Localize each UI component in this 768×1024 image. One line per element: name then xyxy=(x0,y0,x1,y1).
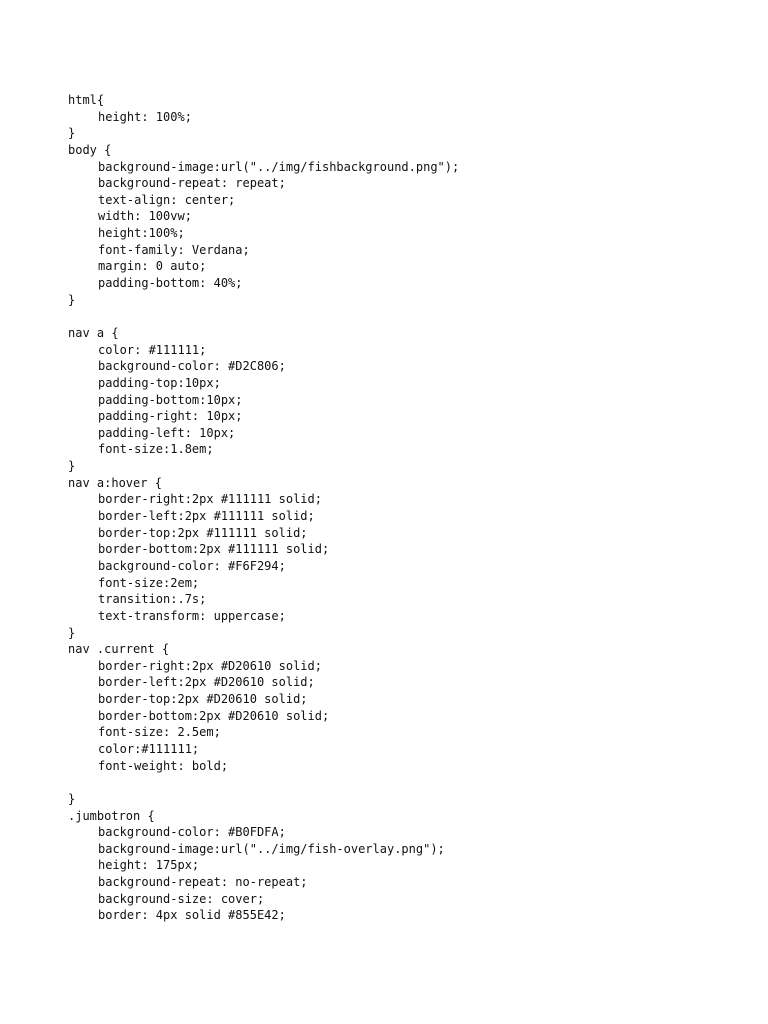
code-line: } xyxy=(68,625,76,640)
code-listing xyxy=(68,92,728,924)
code-line: font-size:1.8em; xyxy=(98,442,214,457)
code-line: border-right:2px #D20610 solid; xyxy=(98,658,322,673)
code-line: border-right:2px #111111 solid; xyxy=(98,492,322,507)
code-line: color:#111111; xyxy=(98,741,200,756)
code-line: } xyxy=(68,292,76,307)
code-line: border-left:2px #D20610 solid; xyxy=(98,675,315,690)
blank-line xyxy=(68,774,728,791)
code-line: background-color: #B0FDFA; xyxy=(98,825,286,840)
code-line: transition:.7s; xyxy=(98,592,207,607)
code-line: height: 175px; xyxy=(98,858,200,873)
code-line: font-family: Verdana; xyxy=(98,242,250,257)
blank-line xyxy=(68,308,728,325)
code-line: padding-bottom:10px; xyxy=(98,392,243,407)
code-line: border: 4px solid #855E42; xyxy=(98,908,286,923)
code-line: border-top:2px #D20610 solid; xyxy=(98,692,308,707)
code-line: padding-top:10px; xyxy=(98,375,221,390)
code-line: } xyxy=(68,459,76,474)
code-line: padding-left: 10px; xyxy=(98,425,236,440)
code-line: background-size: cover; xyxy=(98,891,265,906)
code-line: border-bottom:2px #D20610 solid; xyxy=(98,708,330,723)
code-line: border-top:2px #111111 solid; xyxy=(98,525,308,540)
code-line: .jumbotron { xyxy=(68,808,155,823)
code-line: font-weight: bold; xyxy=(98,758,229,773)
code-line: body { xyxy=(68,142,112,157)
code-line: } xyxy=(68,126,76,141)
code-line: height: 100%; xyxy=(98,109,192,124)
code-line: nav a:hover { xyxy=(68,475,162,490)
code-line: font-size:2em; xyxy=(98,575,200,590)
code-line: margin: 0 auto; xyxy=(98,259,207,274)
code-line: background-color: #D2C806; xyxy=(98,359,286,374)
code-line: background-repeat: no-repeat; xyxy=(98,875,308,890)
code-line: font-size: 2.5em; xyxy=(98,725,221,740)
code-line: width: 100vw; xyxy=(98,209,192,224)
code-line: height:100%; xyxy=(98,226,185,241)
code-line: background-color: #F6F294; xyxy=(98,558,286,573)
code-line: background-image:url("../img/fish-overlay.png"); xyxy=(98,841,445,856)
code-line: background-repeat: repeat; xyxy=(98,176,286,191)
code-line: nav a { xyxy=(68,325,119,340)
code-line: padding-right: 10px; xyxy=(98,409,243,424)
code-line: border-left:2px #111111 solid; xyxy=(98,509,315,524)
code-line: text-align: center; xyxy=(98,192,236,207)
code-line: background-image:url("../img/fishbackground.png"); xyxy=(98,159,460,174)
code-line: } xyxy=(68,791,76,806)
code-line: text-transform: uppercase; xyxy=(98,608,286,623)
code-line: border-bottom:2px #111111 solid; xyxy=(98,542,330,557)
code-line: color: #111111; xyxy=(98,342,207,357)
code-line: html{ xyxy=(68,93,105,107)
code-line: nav .current { xyxy=(68,642,170,657)
code-line: padding-bottom: 40%; xyxy=(98,276,243,291)
